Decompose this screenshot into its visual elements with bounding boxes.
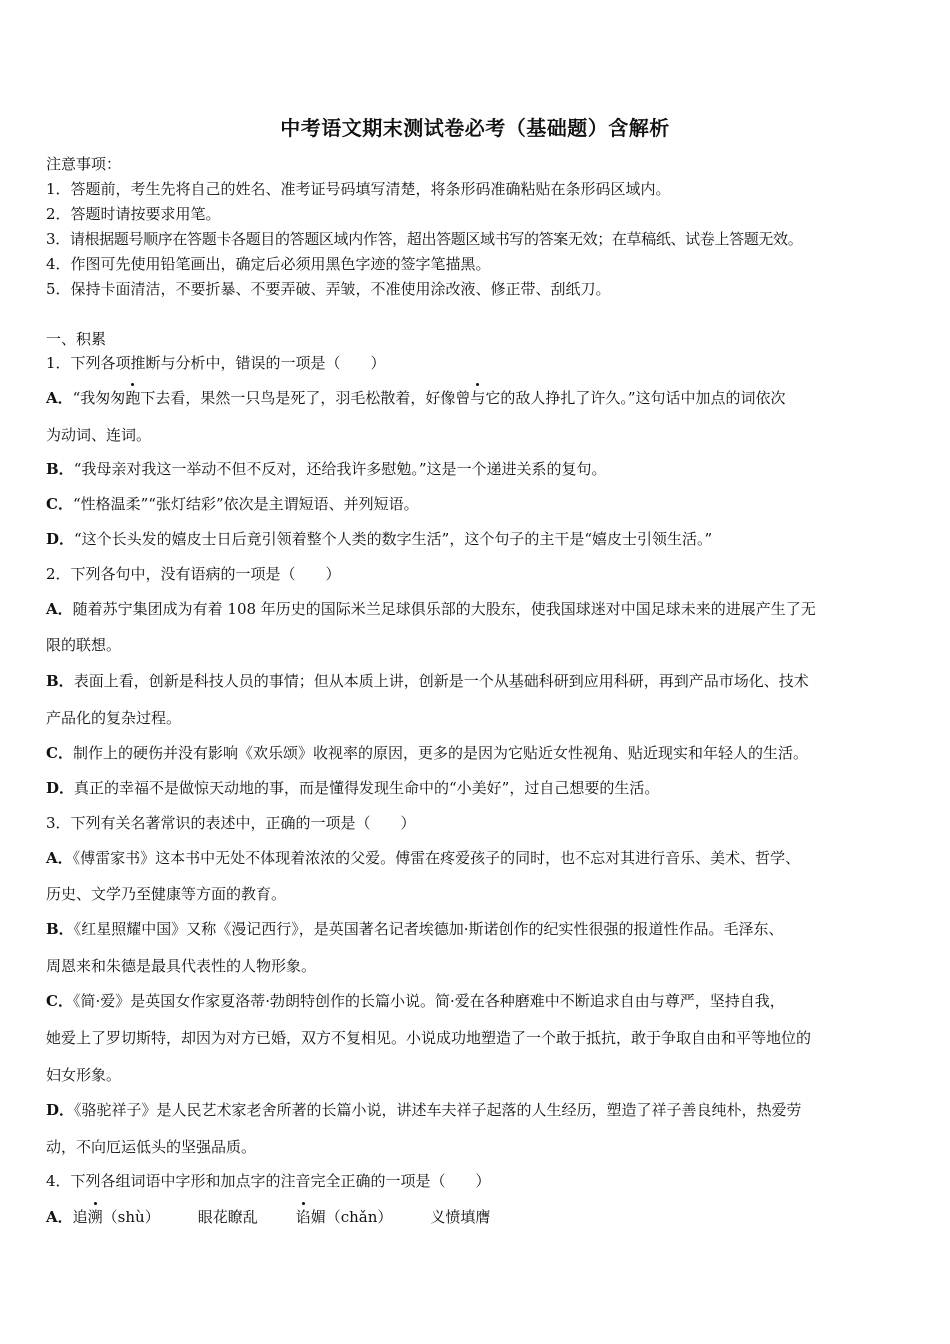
q3-option-c-cont: 妇女形象。 <box>46 1066 122 1084</box>
notice-item: 4．作图可先使用铅笔画出，确定后必须用黑色字迹的签字笔描黑。 <box>46 255 491 273</box>
question-4-stem: 4．下列各组词语中字形和加点字的注音完全正确的一项是（ ） <box>46 1172 491 1190</box>
q2-option-b: B．表面上看，创新是科技人员的事情；但从本质上讲，创新是一个从基础科研到应用科研，再到产品市场化、技术 <box>46 672 809 690</box>
q4-option-a: A．追溯（shù） 眼花瞭乱 谄媚（chǎn） 义愤填膺 <box>46 1208 491 1226</box>
notice-item: 1．答题前，考生先将自己的姓名、准考证号码填写清楚，将条形码准确粘贴在条形码区域内。 <box>46 180 671 198</box>
dotted-char: 与 <box>470 389 486 407</box>
notice-item: 2．答题时请按要求用笔。 <box>46 205 221 223</box>
page-title: 中考语文期末测试卷必考（基础题）含解析 <box>280 116 670 140</box>
option-label: D． <box>46 779 75 797</box>
option-label: D． <box>46 530 75 548</box>
notice-item: 3．请根据题号顺序在答题卡各题目的答题区域内作答，超出答题区域书写的答案无效；在草稿纸、试卷上答题无效。 <box>46 230 803 248</box>
q3-option-b-cont: 周恩来和朱德是最具代表性的人物形象。 <box>46 957 317 975</box>
option-label: A． <box>46 849 73 867</box>
q2-option-c: C．制作上的硬伤并没有影响《欢乐颂》收视率的原因，更多的是因为它贴近女性视角、贴近现实和年轻人的生活。 <box>46 744 808 762</box>
option-label: A． <box>46 600 73 618</box>
question-2-stem: 2．下列各句中，没有语病的一项是（ ） <box>46 565 341 583</box>
q3-option-d: D．《骆驼祥子》是人民艺术家老舍所著的长篇小说，讲述车夫祥子起落的人生经历，塑造了祥子善良纯朴，热爱劳 <box>46 1101 802 1119</box>
q3-option-c: C．《简·爱》是英国女作家夏洛蒂·勃朗特创作的长篇小说。简·爱在各种磨难中不断追求自由与尊严，坚持自我， <box>46 992 785 1010</box>
question-1-stem: 1．下列各项推断与分析中，错误的一项是（ ） <box>46 354 386 372</box>
option-label: C． <box>46 744 73 762</box>
option-label: A． <box>46 1208 73 1226</box>
q3-option-d-cont: 动，不向厄运低头的坚强品质。 <box>46 1138 257 1156</box>
q3-option-c-cont: 她爱上了罗切斯特，却因为对方已婚，双方不复相见。小说成功地塑造了一个敢于抵抗，敢于争取自由和平等地位的 <box>46 1029 812 1047</box>
dotted-char: 溯 <box>87 1208 103 1226</box>
question-3-stem: 3．下列有关名著常识的表述中，正确的一项是（ ） <box>46 814 416 832</box>
q3-option-a-cont: 历史、文学乃至健康等方面的教育。 <box>46 885 287 903</box>
option-label: B． <box>46 920 74 938</box>
option-label: A． <box>46 389 73 407</box>
q2-option-a-cont: 限的联想。 <box>46 636 122 654</box>
option-label: D． <box>46 1101 75 1119</box>
option-label: B． <box>46 672 74 690</box>
notice-item: 5．保持卡面清洁，不要折暴、不要弄破、弄皱，不准使用涂改液、修正带、刮纸刀。 <box>46 280 611 298</box>
q2-option-d: D．真正的幸福不是做惊天动地的事，而是懂得发现生命中的“小美好”，过自己想要的生活。 <box>46 779 660 797</box>
option-label: B． <box>46 460 74 478</box>
q1-option-a-cont: 为动词、连词。 <box>46 426 152 444</box>
q3-option-a: A．《傅雷家书》这本书中无处不体现着浓浓的父爱。傅雷在疼爱孩子的同时，也不忘对其进行音乐、美术、哲学、 <box>46 849 801 867</box>
q1-option-d: D．“这个长头发的嬉皮士日后竟引领着整个人类的数字生活”，这个句子的主干是“嬉皮士引领生活。” <box>46 530 713 548</box>
option-label: C． <box>46 495 73 513</box>
q2-option-b-cont: 产品化的复杂过程。 <box>46 709 182 727</box>
q2-option-a: A．随着苏宁集团成为有着 108 年历史的国际米兰足球俱乐部的大股东，使我国球迷对中国足球未来的进展产生了无 <box>46 600 816 618</box>
q1-option-a: A．“我匆匆跑下去看，果然一只鸟是死了，羽毛松散着，好像曾与它的敌人挣扎了许久。”这句话中加点的词依次 <box>46 389 786 407</box>
q3-option-b: B．《红星照耀中国》又称《漫记西行》，是英国著名记者埃德加·斯诺创作的纪实性很强的报道性作品。毛泽东、 <box>46 920 784 938</box>
q1-option-c: C．“性格温柔”“张灯结彩”依次是主谓短语、并列短语。 <box>46 495 419 513</box>
option-label: C． <box>46 992 73 1010</box>
dotted-char: 谄 <box>295 1208 311 1226</box>
dotted-char: 跑 <box>125 389 141 407</box>
notice-heading: 注意事项： <box>46 155 122 173</box>
q1-option-b: B．“我母亲对我这一举动不但不反对，还给我许多慰勉。”这是一个递进关系的复句。 <box>46 460 607 478</box>
section-heading: 一、积累 <box>46 330 107 348</box>
